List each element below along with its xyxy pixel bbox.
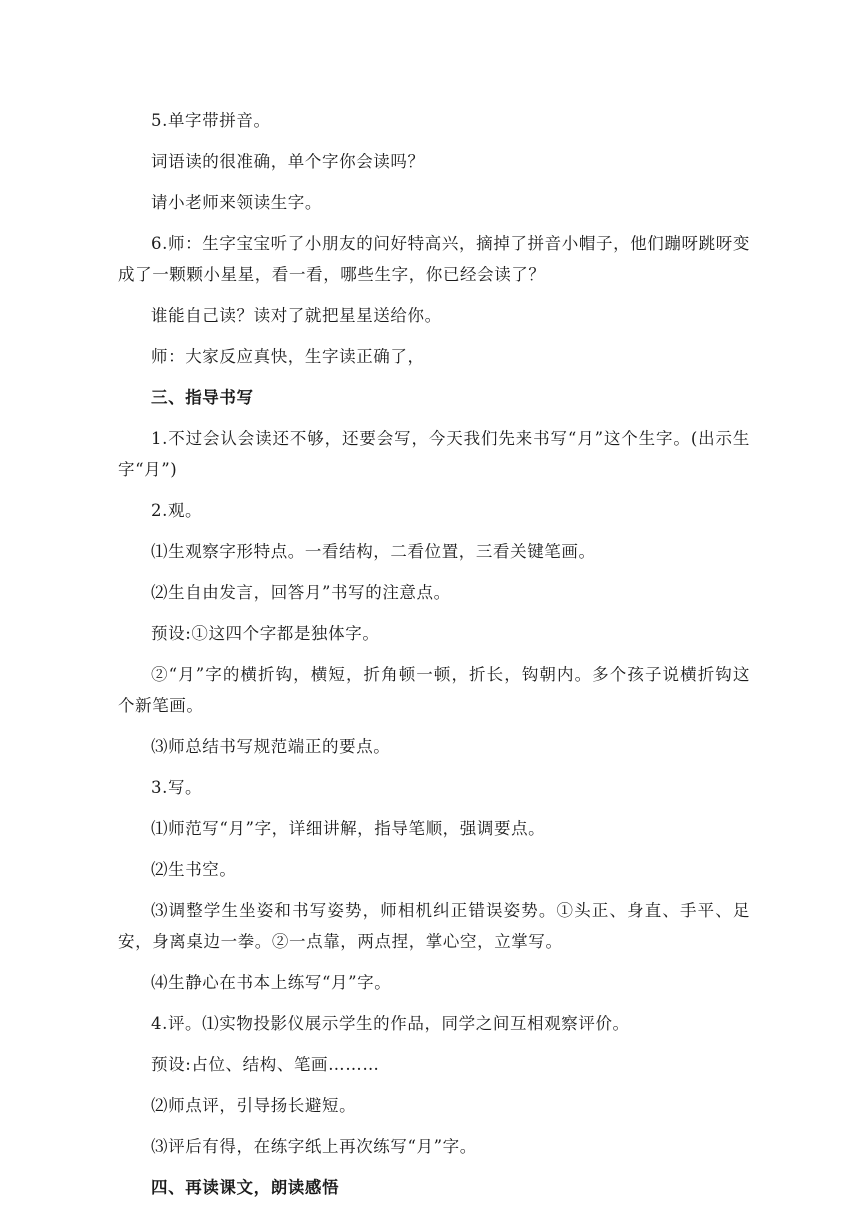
paragraph: 6.师：生字宝宝听了小朋友的问好特高兴，摘掉了拼音小帽子，他们蹦呀跳呀变成了一颗颗小星星，看一看，哪些生字，你已经会读了？ xyxy=(118,234,750,284)
paragraph: ⑵师点评，引导扬长避短。 xyxy=(151,1096,357,1115)
paragraph: ⑶评后有得，在练字纸上再次练写“月”字。 xyxy=(151,1137,477,1156)
paragraph: ⑶调整学生坐姿和书写姿势，师相机纠正错误姿势。①头正、身直、手平、足安，身离桌边一拳。②一点靠，两点捏，掌心空，立掌写。 xyxy=(118,901,750,951)
paragraph: 2.观。 xyxy=(151,501,203,520)
paragraph: ②“月”字的横折钩，横短，折角顿一顿，折长，钩朝内。多个孩子说横折钩这个新笔画。 xyxy=(118,665,750,715)
paragraph: 5.单字带拼音。 xyxy=(151,111,271,130)
paragraph: ⑶师总结书写规范端正的要点。 xyxy=(151,737,391,756)
paragraph: 词语读的很准确，单个字你会读吗？ xyxy=(151,152,425,171)
document-body xyxy=(118,105,750,1213)
paragraph: 谁能自己读？读对了就把星星送给你。 xyxy=(151,306,442,325)
section-heading: 三、指导书写 xyxy=(151,388,254,407)
paragraph: ⑴生观察字形特点。一看结构，二看位置，三看关键笔画。 xyxy=(151,542,596,561)
paragraph: 1.不过会认会读还不够，还要会写，今天我们先来书写“月”这个生字。(出示生字“月”) xyxy=(118,429,750,479)
paragraph: 请小老师来领读生字。 xyxy=(151,193,322,212)
paragraph: 3.写。 xyxy=(151,778,203,797)
paragraph: 预设:①这四个字都是独体字。 xyxy=(151,624,380,643)
paragraph: ⑵生自由发言，回答月”书写的注意点。 xyxy=(151,583,451,602)
paragraph: ⑵生书空。 xyxy=(151,860,237,879)
section-heading: 四、再读课文，朗读感悟 xyxy=(151,1178,340,1197)
paragraph: ⑷生静心在书本上练写“月”字。 xyxy=(151,973,392,992)
paragraph: 师：大家反应真快，生字读正确了， xyxy=(151,347,425,366)
paragraph: ⑴师范写“月”字，详细讲解，指导笔顺，强调要点。 xyxy=(151,819,546,838)
paragraph: 预设:占位、结构、笔画……… xyxy=(151,1055,380,1074)
paragraph: 4.评。⑴实物投影仪展示学生的作品，同学之间互相观察评价。 xyxy=(151,1014,630,1033)
